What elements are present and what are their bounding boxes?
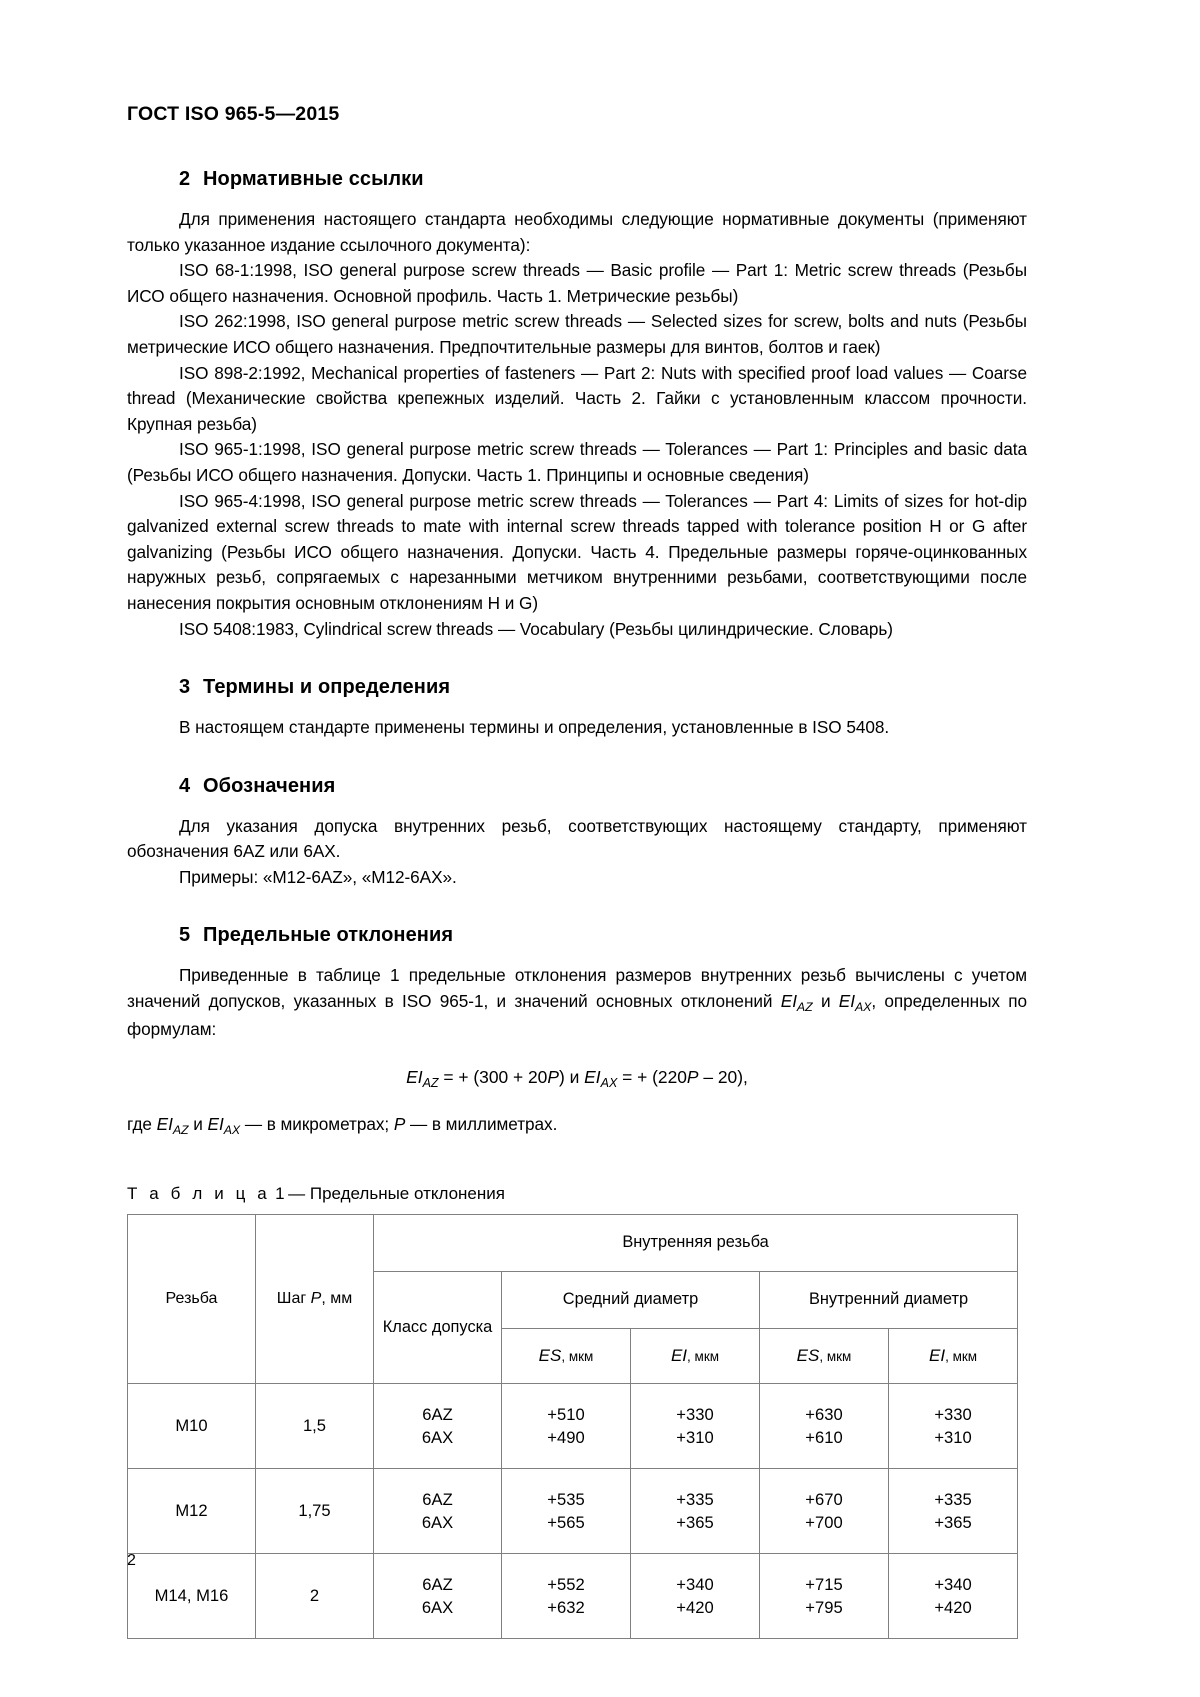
formula-line: [127, 1064, 1027, 1092]
symbol-subscript-az: AZ: [796, 1000, 813, 1015]
th-unit: ,: [945, 1348, 953, 1364]
section-5-body: [127, 963, 1027, 1042]
section-5-text-before: Приведенные в таблице 1 предельные отклонения размеров внутренних резьб вычислены с учетом значений допусков, указанных в ISO 965-1, и значений основных отклонений: [127, 965, 1027, 1012]
symbol-subscript-ax: AX: [854, 1000, 872, 1015]
value-ax: +365: [934, 1512, 972, 1532]
section-heading-3: [127, 676, 1027, 699]
symbol-ei: EI: [838, 991, 855, 1012]
cell-pitch-ei: [631, 1383, 760, 1468]
where-subscript-ax: AX: [223, 1123, 241, 1138]
value-az: +670: [805, 1489, 843, 1509]
table-caption-number: 1: [275, 1183, 289, 1203]
table-row: [128, 1468, 1018, 1553]
reference-item: ISO 965-4:1998, ISO general purpose metric screw threads — Tolerances — Part 4: Limits of sizes for hot-dip galvanized external screw threads to mate with internal screw threads tapped with tolerance position H or G after galvanizing (Резьбы ИСО общего назначения. Допуски. Часть 4. Предельные размеры горяче-оцинкованных наружных резьб, сопрягаемых с нарезанными метчиком внутренними резьбами, соответствующими после нанесения покрытия основным отклонениям H и G): [127, 490, 1027, 613]
th-tolerance-class: Класс допуска: [374, 1271, 502, 1383]
section-number-2: 2: [179, 168, 191, 190]
table-row: [128, 1383, 1018, 1468]
value-ax: +310: [934, 1427, 972, 1447]
section-title-5: Предельные отклонения: [203, 924, 454, 947]
cell-class-az: 6AZ: [422, 1574, 453, 1594]
page-number: 2: [127, 1552, 136, 1569]
cell-thread: M10: [128, 1383, 256, 1468]
formula-var-p: P: [686, 1067, 699, 1088]
table-body: [128, 1383, 1018, 1638]
where-symbol-ei: EI: [207, 1114, 224, 1135]
section-heading-2: [127, 168, 1027, 191]
cell-minor-es: [760, 1468, 889, 1553]
value-ax: +632: [547, 1597, 585, 1617]
cell-class-az: 6AZ: [422, 1489, 453, 1509]
table-row: [128, 1553, 1018, 1638]
where-and: и: [188, 1114, 208, 1135]
value-ax: +310: [676, 1427, 714, 1447]
section-5-text-mid: и: [812, 991, 839, 1012]
value-ax: +420: [934, 1597, 972, 1617]
value-az: +330: [934, 1404, 972, 1424]
table-caption-dash: —: [288, 1183, 306, 1203]
value-ax: +610: [805, 1427, 843, 1447]
value-az: +510: [547, 1404, 585, 1424]
section-number-3: 3: [179, 676, 191, 699]
th-pitch-suffix: , мм: [321, 1289, 353, 1307]
th-pitch-prefix: Шаг: [276, 1289, 311, 1307]
section-title-3: Термины и определения: [203, 676, 451, 699]
th-minor-diameter: Внутренний диаметр: [760, 1271, 1018, 1328]
reference-item: ISO 965-1:1998, ISO general purpose metric screw threads — Tolerances — Part 1: Principles and basic data (Резьбы ИСО общего назначения. Допуски. Часть 1. Принципы и основные сведения): [127, 439, 1027, 485]
cell-pitch-ei: [631, 1468, 760, 1553]
th-symbol-ei: EI: [670, 1345, 688, 1365]
th-thread: Резьба: [128, 1214, 256, 1383]
cell-minor-ei: [889, 1468, 1018, 1553]
table-head: [128, 1214, 1018, 1383]
value-az: +335: [676, 1489, 714, 1509]
where-symbol-ax: [207, 1114, 241, 1138]
th-pitch-ei: [631, 1328, 760, 1383]
where-symbol-az: [156, 1114, 189, 1138]
cell-pitch-es: [502, 1383, 631, 1468]
symbol-ei-ax: [838, 991, 872, 1015]
where-subscript-az: AZ: [172, 1123, 189, 1138]
value-az: +335: [934, 1489, 972, 1509]
table-header-row-1: [128, 1214, 1018, 1271]
limit-deviations-table: [127, 1214, 1018, 1639]
th-symbol-es: ES: [796, 1345, 820, 1365]
cell-minor-es: [760, 1383, 889, 1468]
formula-lhs-az: [406, 1067, 439, 1091]
section-title-2: Нормативные ссылки: [203, 168, 424, 190]
value-az: +535: [547, 1489, 585, 1509]
symbol-ei: EI: [780, 991, 797, 1012]
value-ax: +365: [676, 1512, 714, 1532]
th-unit: ,: [687, 1348, 695, 1364]
formula-lhs-ax: [584, 1067, 618, 1091]
where-text: — в микрометрах;: [240, 1114, 394, 1135]
th-unit: ,: [561, 1348, 569, 1364]
value-ax: +490: [547, 1427, 585, 1447]
formula-subscript-ax: AX: [600, 1076, 618, 1091]
table-caption: [127, 1184, 1027, 1204]
value-az: +340: [676, 1574, 714, 1594]
value-az: +330: [676, 1404, 714, 1424]
formula-expr-az: = + (300 + 20P): [438, 1067, 565, 1088]
cell-minor-ei: [889, 1383, 1018, 1468]
formula-var-p: P: [547, 1067, 559, 1088]
cell-pitch-es: [502, 1553, 631, 1638]
reference-item: ISO 68-1:1998, ISO general purpose screw threads — Basic profile — Part 1: Metric screw threads (Резьбы ИСО общего назначения. Основной профиль. Часть 1. Метрические резьбы): [127, 260, 1027, 306]
cell-tolerance-class: [374, 1383, 502, 1468]
section-title-4: Обозначения: [203, 774, 336, 797]
th-pitch-diameter: Средний диаметр: [502, 1271, 760, 1328]
th-minor-es: [760, 1328, 889, 1383]
page-content: [127, 103, 1027, 1639]
th-pitch: [256, 1214, 374, 1383]
cell-pitch-ei: [631, 1553, 760, 1638]
formula-expr-ax: = + (220P – 20),: [617, 1067, 748, 1088]
reference-item: ISO 898-2:1992, Mechanical properties of fasteners — Part 2: Nuts with specified proof load values — Coarse thread (Механические свойства крепежных изделий. Часть 2. Гайки с установленным классом прочности. Крупная резьба): [127, 362, 1027, 434]
formula-conjunction: и: [564, 1067, 585, 1088]
cell-thread: M12: [128, 1468, 256, 1553]
cell-class-ax: 6AX: [421, 1597, 454, 1617]
th-unit-mkm: мкм: [952, 1348, 978, 1364]
cell-pitch: 1,5: [256, 1383, 374, 1468]
where-symbol-ei: EI: [156, 1114, 173, 1135]
section-heading-4: [127, 775, 1027, 798]
cell-pitch: 2: [256, 1553, 374, 1638]
formula-subscript-az: AZ: [422, 1076, 439, 1091]
value-ax: +795: [805, 1597, 843, 1617]
table-caption-label: Т а б л и ц а: [127, 1183, 271, 1203]
cell-class-ax: 6AX: [421, 1427, 454, 1447]
formula-symbol-ei: EI: [584, 1067, 601, 1088]
th-pitch-symbol: P: [310, 1289, 322, 1307]
cell-minor-es: [760, 1553, 889, 1638]
section-heading-5: [127, 924, 1027, 947]
reference-item: ISO 262:1998, ISO general purpose metric screw threads — Selected sizes for screw, bolts and nuts (Резьбы метрические ИСО общего назначения. Предпочтительные размеры для винтов, болтов и гаек): [127, 311, 1027, 357]
value-az: +630: [805, 1404, 843, 1424]
value-ax: +700: [805, 1512, 843, 1532]
section-3-body: В настоящем стандарте применены термины и определения, установленные в ISO 5408.: [179, 717, 890, 738]
th-internal-thread: Внутренняя резьба: [374, 1214, 1018, 1271]
where-tail: — в миллиметрах.: [405, 1114, 558, 1135]
section-number-4: 4: [179, 774, 191, 797]
section-2-intro: Для применения настоящего стандарта необходимы следующие нормативные документы (применяют только указанное издание ссылочного документа):: [127, 209, 1027, 255]
cell-class-az: 6AZ: [422, 1404, 453, 1424]
th-unit: ,: [819, 1348, 827, 1364]
th-symbol-es: ES: [538, 1345, 562, 1365]
where-var-p: P: [393, 1114, 406, 1135]
value-az: +715: [805, 1574, 843, 1594]
section-4-examples: Примеры: «M12-6AZ», «M12-6AX».: [179, 866, 457, 887]
reference-item: ISO 5408:1983, Cylindrical screw threads — Vocabulary (Резьбы цилиндрические. Словарь): [179, 618, 893, 639]
document-header: ГОСТ ISO 965-5—2015: [127, 103, 340, 125]
value-az: +340: [934, 1574, 972, 1594]
table-caption-title: Предельные отклонения: [309, 1183, 505, 1203]
cell-pitch: 1,75: [256, 1468, 374, 1553]
th-minor-ei: [889, 1328, 1018, 1383]
th-unit-mkm: мкм: [826, 1348, 852, 1364]
where-prefix: где: [127, 1114, 157, 1135]
section-4-body: Для указания допуска внутренних резьб, соответствующих настоящему стандарту, применяют обозначения 6AZ или 6AX.: [127, 815, 1027, 862]
cell-thread: M14, M16: [128, 1553, 256, 1638]
value-az: +552: [547, 1574, 585, 1594]
th-symbol-ei: EI: [929, 1345, 946, 1365]
cell-minor-ei: [889, 1553, 1018, 1638]
cell-tolerance-class: [374, 1468, 502, 1553]
value-ax: +565: [547, 1512, 585, 1532]
value-ax: +420: [676, 1597, 714, 1617]
formula-where-line: [127, 1112, 1027, 1140]
cell-tolerance-class: [374, 1553, 502, 1638]
cell-pitch-es: [502, 1468, 631, 1553]
cell-class-ax: 6AX: [421, 1512, 454, 1532]
section-5-text-after: , определенных по формулам:: [127, 991, 1027, 1039]
th-unit-mkm: мкм: [568, 1348, 594, 1364]
section-number-5: 5: [179, 924, 191, 947]
th-pitch-es: [502, 1328, 631, 1383]
th-unit-mkm: мкм: [694, 1348, 720, 1364]
formula-symbol-ei: EI: [406, 1067, 423, 1088]
symbol-ei-az: [780, 991, 813, 1015]
